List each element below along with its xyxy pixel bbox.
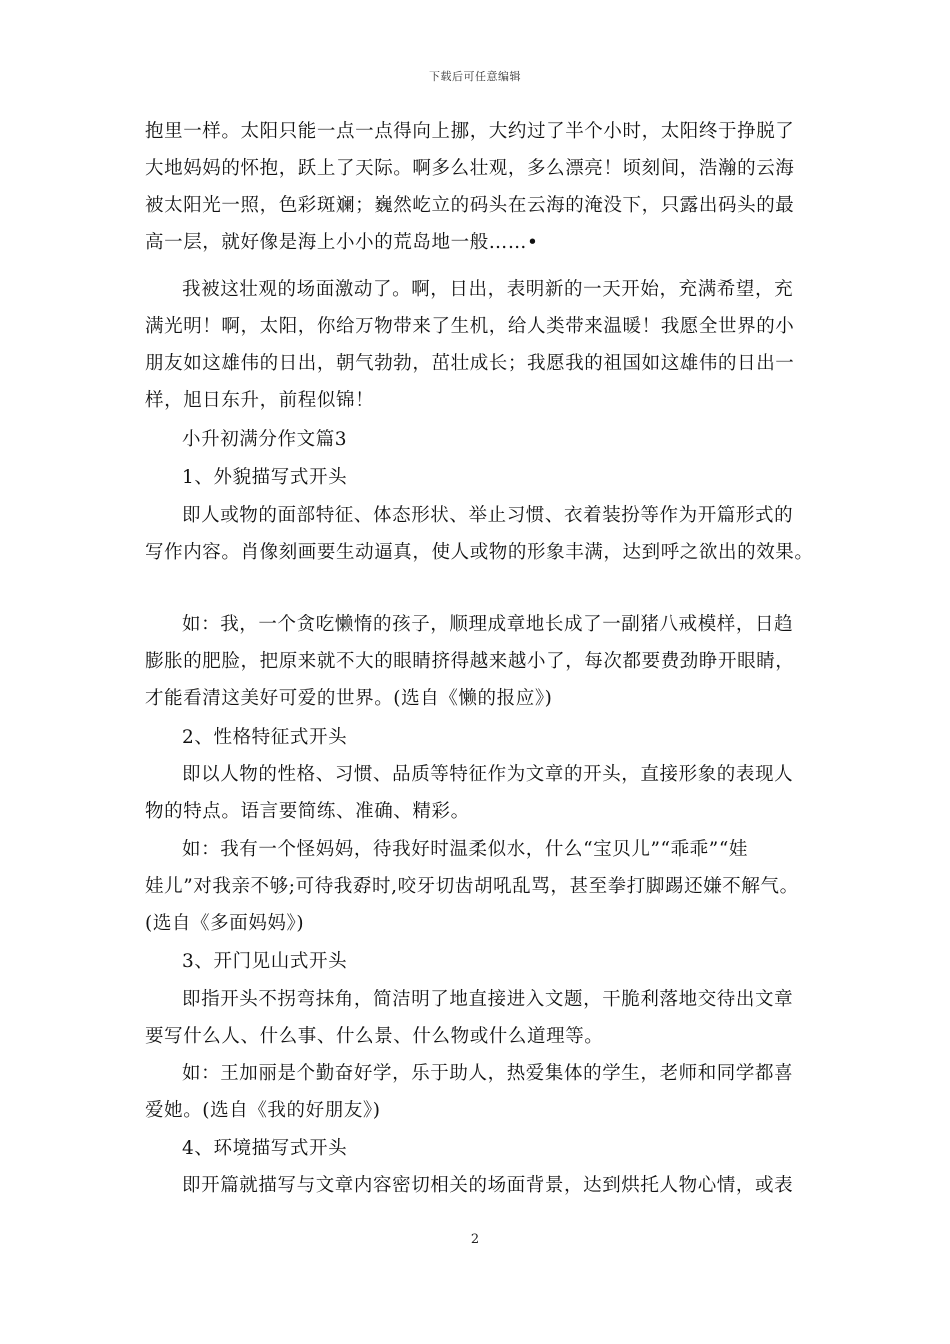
text-line: 如：我有一个怪妈妈，待我好时温柔似水，什么“宝贝儿”“乖乖”“娃: [182, 839, 748, 860]
subheading: 4、环境描写式开头: [182, 1138, 348, 1159]
text-line: 才能看清这美好可爱的世界。(选自《懒的报应》): [145, 688, 553, 709]
text-line: 抱里一样。太阳只能一点一点得向上挪，大约过了半个小时，太阳终于挣脱了: [145, 121, 795, 142]
section-title: 小升初满分作文篇3: [182, 429, 348, 450]
subheading: 3、开门见山式开头: [182, 951, 348, 972]
text-line: 即人或物的面部特征、体态形状、举止习惯、衣着装扮等作为开篇形式的: [182, 505, 794, 526]
text-line: 如：我，一个贪吃懒惰的孩子，顺理成章地长成了一副猪八戒模样，日趋: [182, 614, 794, 635]
text-line: 大地妈妈的怀抱，跃上了天际。啊多么壮观，多么漂亮！顷刻间，浩瀚的云海: [145, 158, 795, 179]
text-line: (选自《多面妈妈》): [145, 913, 305, 934]
subheading: 1、外貌描写式开头: [182, 467, 348, 488]
text-line: 爱她。(选自《我的好朋友》): [145, 1100, 381, 1121]
text-line: 要写什么人、什么事、什么景、什么物或什么道理等。: [145, 1026, 604, 1047]
text-line: 我被这壮观的场面激动了。啊，日出，表明新的一天开始，充满希望，充: [182, 279, 794, 300]
text-line: 物的特点。语言要简练、准确、精彩。: [145, 801, 470, 822]
text-line: 写作内容。肖像刻画要生动逼真，使人或物的形象丰满，达到呼之欲出的效果。: [145, 542, 814, 563]
text-line: 如：王加丽是个勤奋好学，乐于助人，热爱集体的学生，老师和同学都喜: [182, 1063, 794, 1084]
text-line: 高一层，就好像是海上小小的荒岛地一般……•: [145, 232, 539, 253]
text-line: 满光明！啊，太阳，你给万物带来了生机，给人类带来温暖！我愿全世界的小: [145, 316, 795, 337]
page-number: 2: [470, 1232, 480, 1247]
page-header: 下载后可任意编辑: [429, 70, 521, 83]
text-line: 样，旭日东升，前程似锦！: [145, 390, 375, 411]
text-line: 朋友如这雄伟的日出，朝气勃勃，茁壮成长；我愿我的祖国如这雄伟的日出一: [145, 353, 795, 374]
text-line: 膨胀的肥脸，把原来就不大的眼睛挤得越来越小了，每次都要费劲睁开眼睛，: [145, 651, 795, 672]
text-line: 即开篇就描写与文章内容密切相关的场面背景，达到烘托人物心情，或表: [182, 1175, 794, 1196]
text-line: 娃儿”对我亲不够;可待我孬时,咬牙切齿胡吼乱骂，甚至拳打脚踢还嫌不解气。: [145, 876, 799, 897]
text-line: 即指开头不拐弯抹角，简洁明了地直接进入文题，干脆利落地交待出文章: [182, 989, 794, 1010]
text-line: 被太阳光一照，色彩斑斓；巍然屹立的码头在云海的淹没下，只露出码头的最: [145, 195, 795, 216]
text-line: 即以人物的性格、习惯、品质等特征作为文章的开头，直接形象的表现人: [182, 764, 794, 785]
subheading: 2、性格特征式开头: [182, 727, 348, 748]
